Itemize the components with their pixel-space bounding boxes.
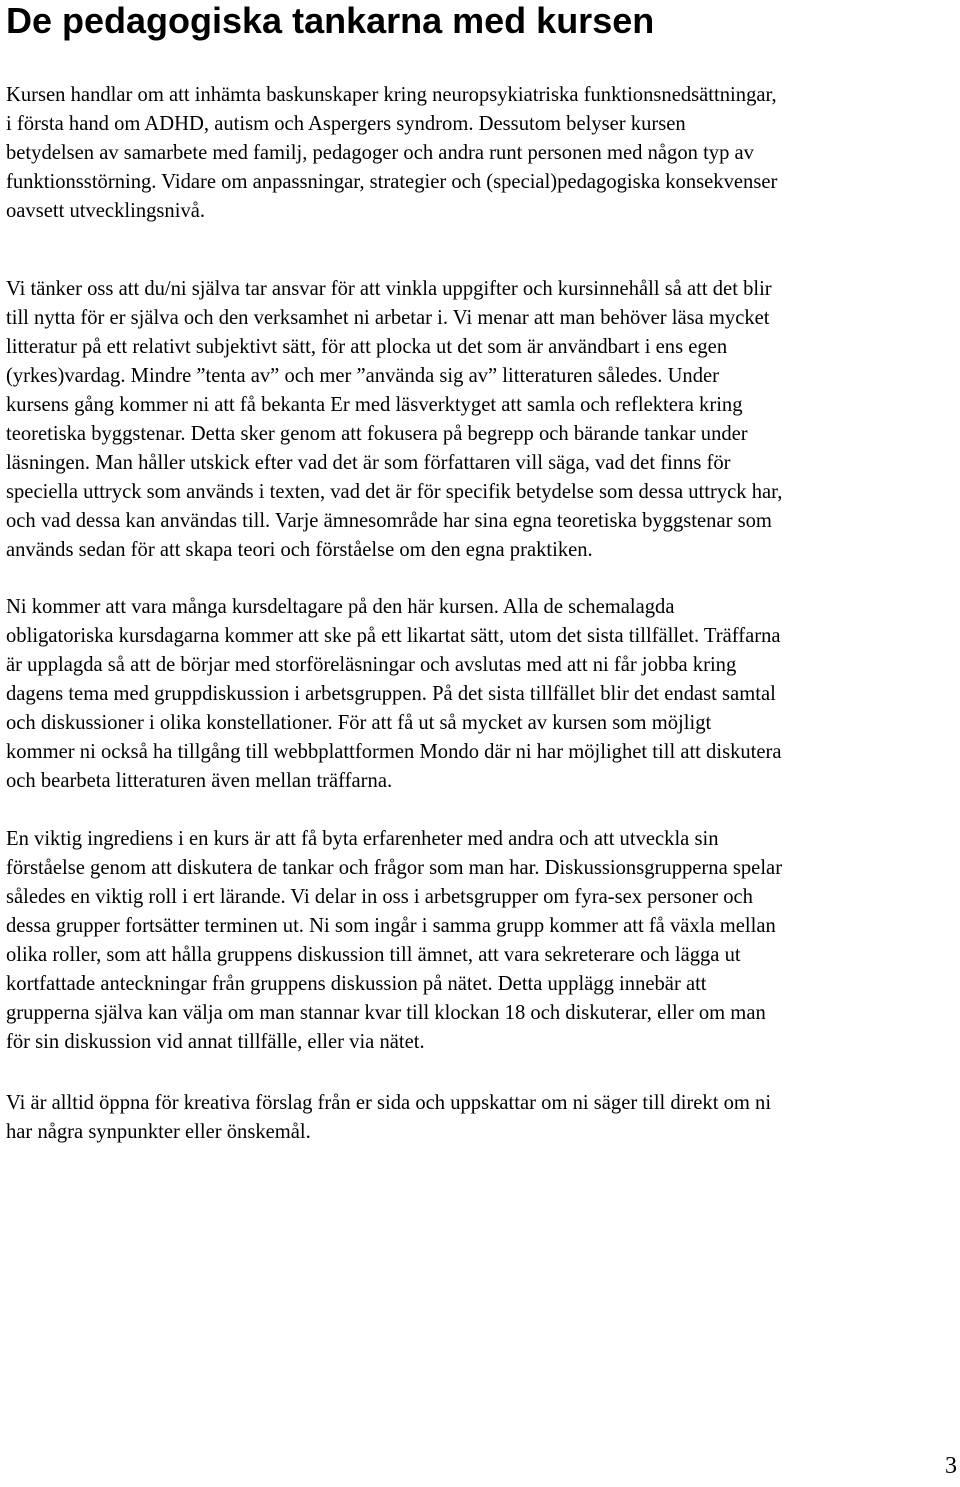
text-line: Ni kommer att vara många kursdeltagare på den här kursen. Alla de schemalagda [6,596,675,618]
text-line: och vad dessa kan användas till. Varje ämnesområde har sina egna teoretiska byggstenar som [6,510,772,532]
text-line: speciella uttryck som används i texten, vad det är för specifik betydelse som dessa uttryck har, [6,481,783,503]
text-line: Vi tänker oss att du/ni själva tar ansvar för att vinkla uppgifter och kursinnehåll så att det blir [6,278,772,300]
text-line: och diskussioner i olika konstellationer. För att få ut så mycket av kursen som möjligt [6,712,712,734]
text-line: dessa grupper fortsätter terminen ut. Ni som ingår i samma grupp kommer att få växla mellan [6,915,776,937]
text-line: i första hand om ADHD, autism och Aspergers syndrom. Dessutom belyser kursen [6,113,686,135]
text-line: olika roller, som att hålla gruppens diskussion till ämnet, att vara sekreterare och lägga ut [6,944,741,966]
text-line: dagens tema med gruppdiskussion i arbetsgruppen. På det sista tillfället blir det endast samtal [6,683,776,705]
text-line: betydelsen av samarbete med familj, pedagoger och andra runt personen med någon typ av [6,142,754,164]
text-line: är upplagda så att de börjar med storföreläsningar och avslutas med att ni får jobba kring [6,654,737,676]
page-title: De pedagogiska tankarna med kursen [6,0,655,41]
paragraph-course-days [6,593,956,796]
text-line: Kursen handlar om att inhämta baskunskaper kring neuropsykiatriska funktionsnedsättningar, [6,84,777,106]
text-line: används sedan för att skapa teori och förståelse om den egna praktiken. [6,539,593,561]
text-line: för sin diskussion vid annat tillfälle, eller via nätet. [6,1031,425,1053]
text-line: förståelse genom att diskutera de tankar och frågor som man har. Diskussionsgrupperna spelar [6,857,783,879]
text-line: har några synpunkter eller önskemål. [6,1121,311,1143]
text-line: teoretiska byggstenar. Detta sker genom att fokusera på begrepp och bärande tankar under [6,423,748,445]
text-line: litteratur på ett relativt subjektivt sätt, för att plocka ut det som är användbart i ens egen [6,336,728,358]
text-line: kortfattade anteckningar från gruppens diskussion på nätet. Detta upplägg innebär att [6,973,707,995]
paragraph-feedback [6,1089,956,1147]
paragraph-responsibility [6,275,956,565]
text-line: En viktig ingrediens i en kurs är att få byta erfarenheter med andra och att utveckla sin [6,828,719,850]
text-line: kommer ni också ha tillgång till webbplattformen Mondo där ni har möjlighet till att diskutera [6,741,782,763]
text-line: kursens gång kommer ni att få bekanta Er med läsverktyget att samla och reflektera kring [6,394,743,416]
text-line: oavsett utvecklingsnivå. [6,200,206,222]
text-line: (yrkes)vardag. Mindre ”tenta av” och mer ”använda sig av” litteraturen således. Under [6,365,720,387]
text-line: Vi är alltid öppna för kreativa förslag från er sida och uppskattar om ni säger till direkt om ni [6,1092,772,1114]
text-line: läsningen. Man håller utskick efter vad det är som författaren vill säga, vad det finns för [6,452,731,474]
text-line: således en viktig roll i ert lärande. Vi delar in oss i arbetsgrupper om fyra-sex personer och [6,886,753,908]
text-line: och bearbeta litteraturen även mellan träffarna. [6,770,393,792]
paragraph-course-intro [6,81,956,226]
page-number: 3 [945,1453,957,1479]
text-line: funktionsstörning. Vidare om anpassningar, strategier och (special)pedagogiska konsekvenser [6,171,778,193]
text-line: grupperna själva kan välja om man stannar kvar till klockan 18 och diskuterar, eller om man [6,1002,766,1024]
text-line: till nytta för er själva och den verksamhet ni arbetar i. Vi menar att man behöver läsa mycket [6,307,770,329]
text-line: obligatoriska kursdagarna kommer att ske på ett likartat sätt, utom det sista tillfället. Träffarna [6,625,781,647]
paragraph-discussion-groups [6,825,956,1057]
